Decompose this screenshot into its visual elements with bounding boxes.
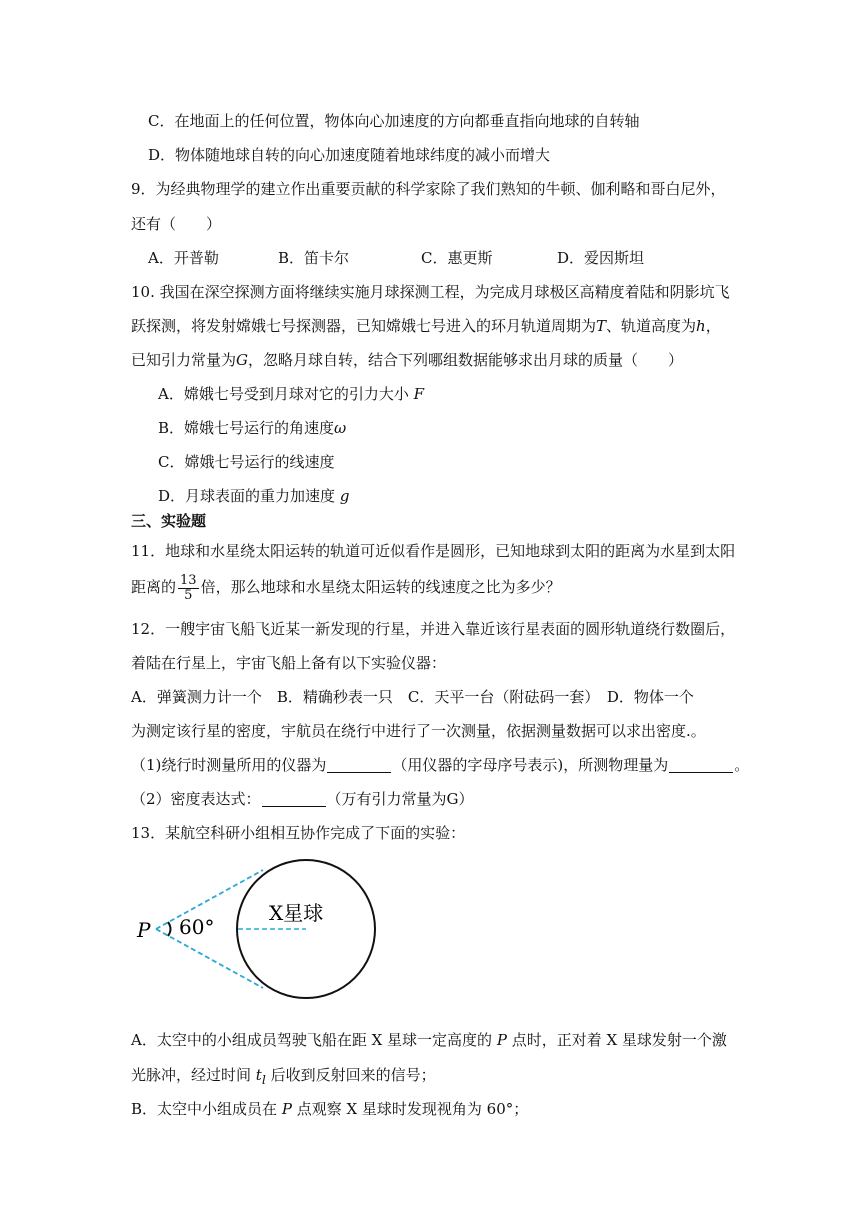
planet-label: X星球 [269,901,324,925]
symbol-T: T [596,317,607,335]
q10-stem-line2: 跃探测，将发射嫦娥七号探测器，已知嫦娥七号进入的环月轨道周期为T、轨道高度为h， [131,317,721,335]
q10-stem-line3: 已知引力常量为G，忽略月球自转，结合下列哪组数据能够求出月球的质量（ ） [131,351,684,369]
section-heading-experiment: 三、实验题 [131,512,207,530]
answer-blank [327,757,391,773]
answer-blank [262,791,326,807]
q11-stem-line2: 距离的 $\frac{13}{5}$ 倍，那么地球和水星绕太阳运转的线速度之比为多少？ [131,572,561,603]
q8-option-c: C．在地面上的任何位置，物体向心加速度的方向都垂直指向地球的自转轴 [148,112,640,130]
q10-option-a: A．嫦娥七号受到月球对它的引力大小 F [158,385,425,403]
q12-part1: （1)绕行时测量所用的仪器为 （用仪器的字母序号表示)，所测物理量为 。 [131,756,750,774]
q13-step-b: B．太空中小组成员在 P 点观察 X 星球时发现视角为 60°； [131,1100,529,1118]
planet-diagram [128,848,408,1010]
q9-option-a: A．开普勒 [148,249,219,267]
q12-stem-line2: 着陆在行星上，宇宙飞船上备有以下实验仪器： [131,654,447,672]
q10-option-b: B．嫦娥七号运行的角速度ω [158,419,347,437]
answer-blank [669,757,733,773]
fraction-13-over-5: $\frac{13}{5}$ [180,572,197,603]
point-p-label: P [137,918,151,942]
q12-stem-line3: 为测定该行星的密度，宇航员在绕行中进行了一次测量，依据测量数据可以求出密度.。 [131,722,706,740]
q10-option-c: C．嫦娥七号运行的线速度 [158,453,335,471]
q11-stem-line1: 11．地球和水星绕太阳运转的轨道可近似看作是圆形，已知地球到太阳的距离为水星到太阳 [131,542,736,560]
q12-stem-line1: 12．一艘宇宙飞船飞近某一新发现的行星，并进入靠近该行星表面的圆形轨道绕行数圈后， [131,620,736,638]
symbol-G: G [236,351,248,369]
q13-step-a-line2: 光脉冲，经过时间 $t_l$ 后收到反射回来的信号； [131,1066,436,1087]
q9-options [148,248,644,268]
angle-label: 60° [179,915,215,939]
q13-step-a-line1: A．太空中的小组成员驾驶飞船在距 X 星球一定高度的 P 点时，正对着 X 星球发射一个激 [131,1031,727,1049]
q10-stem-line1: 10. 我国在深空探测方面将继续实施月球探测工程，为完成月球极区高精度着陆和阴影坑飞 [131,283,730,301]
q9-option-d: D．爱因斯坦 [557,249,645,267]
q9-option-c: C．惠更斯 [421,249,493,267]
q9-option-b: B．笛卡尔 [278,249,350,267]
q12-part2: （2）密度表达式： （万有引力常量为G） [131,790,474,808]
q9-stem-line1: 9．为经典物理学的建立作出重要贡献的科学家除了我们熟知的牛顿、伽利略和哥白尼外， [131,180,726,198]
q13-stem: 13．某航空科研小组相互协作完成了下面的实验： [131,824,466,842]
symbol-h: h [696,317,706,335]
q9-stem-line2: 还有（ ） [131,215,222,233]
angle-arc [168,922,171,936]
q8-option-d: D．物体随地球自转的向心加速度随着地球纬度的减小而增大 [148,146,551,164]
q10-option-d: D．月球表面的重力加速度 g [158,487,350,505]
q12-instruments: A．弹簧测力计一个 B．精确秒表一只 C．天平一台（附砝码一套） D．物体一个 [131,688,694,706]
